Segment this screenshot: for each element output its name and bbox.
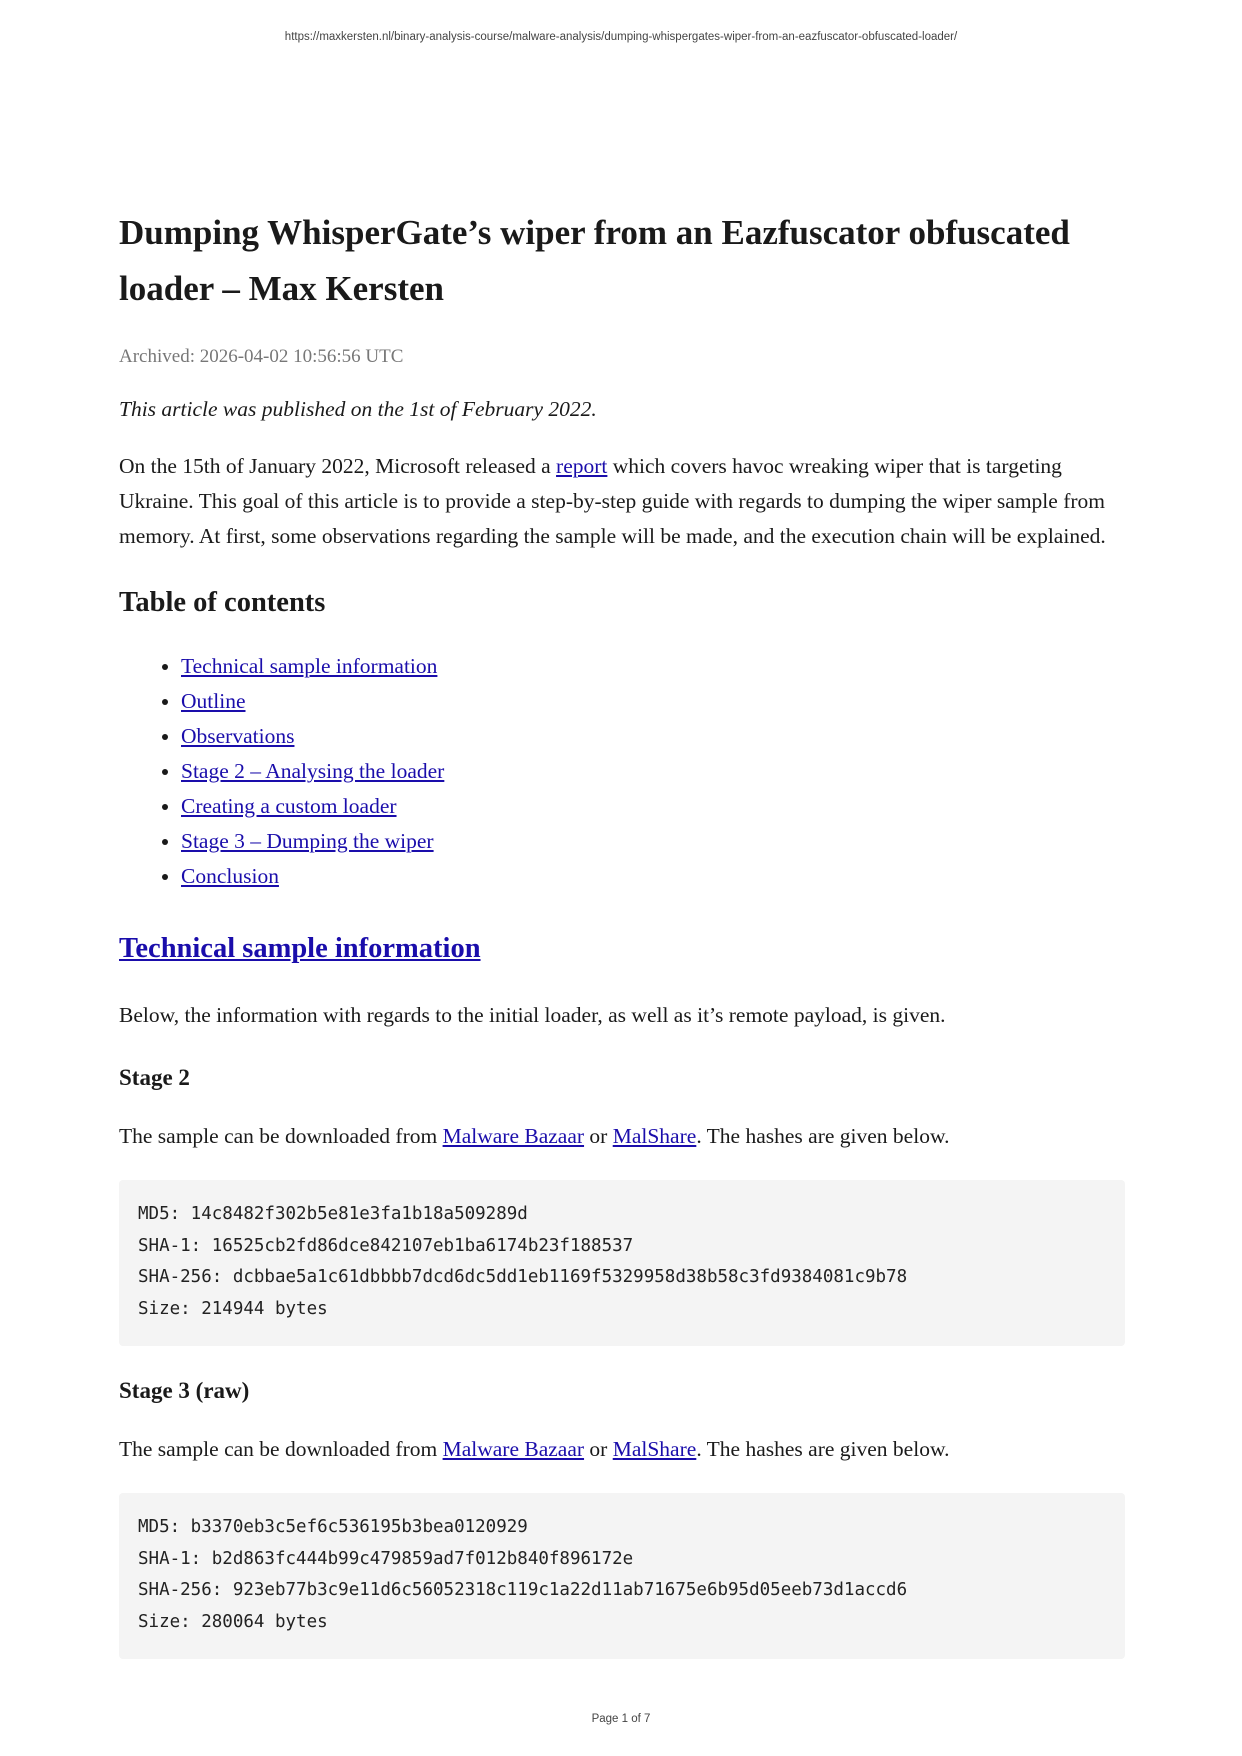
toc-item bbox=[181, 719, 1125, 754]
stage3-hashes-codeblock bbox=[119, 1493, 1125, 1659]
intro-paragraph bbox=[119, 449, 1125, 554]
toc-item bbox=[181, 684, 1125, 719]
article-title: Dumping WhisperGate’s wiper from an Eazfuscator obfuscated loader – Max Kersten bbox=[119, 213, 1070, 308]
technical-section-anchor-link[interactable]: Technical sample information bbox=[119, 933, 481, 964]
toc-link-stage-2[interactable]: Stage 2 – Analysing the loader bbox=[181, 759, 445, 783]
technical-section-heading bbox=[119, 931, 1125, 967]
toc-list bbox=[119, 649, 1125, 894]
stage3-sha256: SHA-256: 923eb77b3c9e11d6c56052318c119c1a22d11ab71675e6b95d05eeb73d1accd6 bbox=[138, 1580, 908, 1600]
toc-link-outline[interactable]: Outline bbox=[181, 689, 246, 713]
stage3-download-text bbox=[119, 1432, 1125, 1467]
toc-link-technical-sample-information[interactable]: Technical sample information bbox=[181, 654, 438, 678]
intro-text-after: which covers havoc wreaking wiper that is targeting Ukraine. This goal of this article is to provide a step-by-step guide with regards to dumping the wiper sample from memory. At first, some observations regarding the sample will be made, and the execution chain will be explained. bbox=[119, 454, 1106, 548]
published-note: This article was published on the 1st of February 2022. bbox=[119, 397, 597, 421]
stage2-sha1: SHA-1: 16525cb2fd86dce842107eb1ba6174b23f188537 bbox=[138, 1235, 634, 1256]
stage2-malshare-link[interactable]: MalShare bbox=[612, 1124, 697, 1148]
stage2-sha256: SHA-256: dcbbae5a1c61dbbbb7dcd6dc5dd1eb1169f5329958d38b58c3fd9384081c9b78 bbox=[138, 1267, 908, 1287]
toc-item bbox=[181, 824, 1125, 859]
stage3-malshare-link[interactable]: MalShare bbox=[612, 1437, 697, 1461]
stage2-malware-bazaar-link[interactable]: Malware Bazaar bbox=[442, 1124, 585, 1148]
toc-item bbox=[181, 859, 1125, 894]
toc-link-custom-loader[interactable]: Creating a custom loader bbox=[181, 794, 397, 818]
toc-item bbox=[181, 649, 1125, 684]
archived-date: Archived: 2026-04-02 10:56:56 UTC bbox=[119, 346, 404, 367]
article bbox=[119, 205, 1125, 1659]
toc-link-observations[interactable]: Observations bbox=[181, 724, 295, 748]
intro-text-before: On the 15th of January 2022, Microsoft released a bbox=[119, 454, 557, 478]
stage3-sha1: SHA-1: b2d863fc444b99c479859ad7f012b840f896172e bbox=[138, 1548, 634, 1569]
stage3-size: Size: 280064 bytes bbox=[138, 1611, 328, 1632]
toc-item bbox=[181, 789, 1125, 824]
stage2-heading: Stage 2 bbox=[119, 1065, 190, 1090]
stage3-text-before: The sample can be downloaded from bbox=[119, 1437, 443, 1461]
stage3-malware-bazaar-link[interactable]: Malware Bazaar bbox=[442, 1437, 585, 1461]
toc-item bbox=[181, 754, 1125, 789]
toc-link-stage-3[interactable]: Stage 3 – Dumping the wiper bbox=[181, 829, 434, 853]
technical-intro: Below, the information with regards to the initial loader, as well as it’s remote payload, is given. bbox=[119, 1003, 946, 1027]
stage2-download-text bbox=[119, 1119, 1125, 1154]
page-url: https://maxkersten.nl/binary-analysis-course/malware-analysis/dumping-whispergates-wiper-from-an-eazfuscator-obfuscated-loader/ bbox=[284, 31, 958, 43]
stage3-text-mid: or bbox=[584, 1437, 613, 1461]
page-number: Page 1 of 7 bbox=[591, 1713, 651, 1725]
toc-link-conclusion[interactable]: Conclusion bbox=[181, 864, 279, 888]
stage3-md5: MD5: b3370eb3c5ef6c536195b3bea0120929 bbox=[138, 1517, 528, 1537]
stage2-text-after: . The hashes are given below. bbox=[696, 1124, 950, 1148]
toc-heading: Table of contents bbox=[119, 587, 326, 618]
stage2-hashes-codeblock bbox=[119, 1180, 1125, 1346]
stage2-text-mid: or bbox=[584, 1124, 613, 1148]
stage3-heading: Stage 3 (raw) bbox=[119, 1378, 250, 1403]
stage2-size: Size: 214944 bytes bbox=[138, 1298, 328, 1319]
stage2-text-before: The sample can be downloaded from bbox=[119, 1124, 443, 1148]
stage3-text-after: . The hashes are given below. bbox=[696, 1437, 950, 1461]
report-link[interactable]: report bbox=[556, 454, 608, 478]
stage2-md5: MD5: 14c8482f302b5e81e3fa1b18a509289d bbox=[138, 1204, 528, 1224]
